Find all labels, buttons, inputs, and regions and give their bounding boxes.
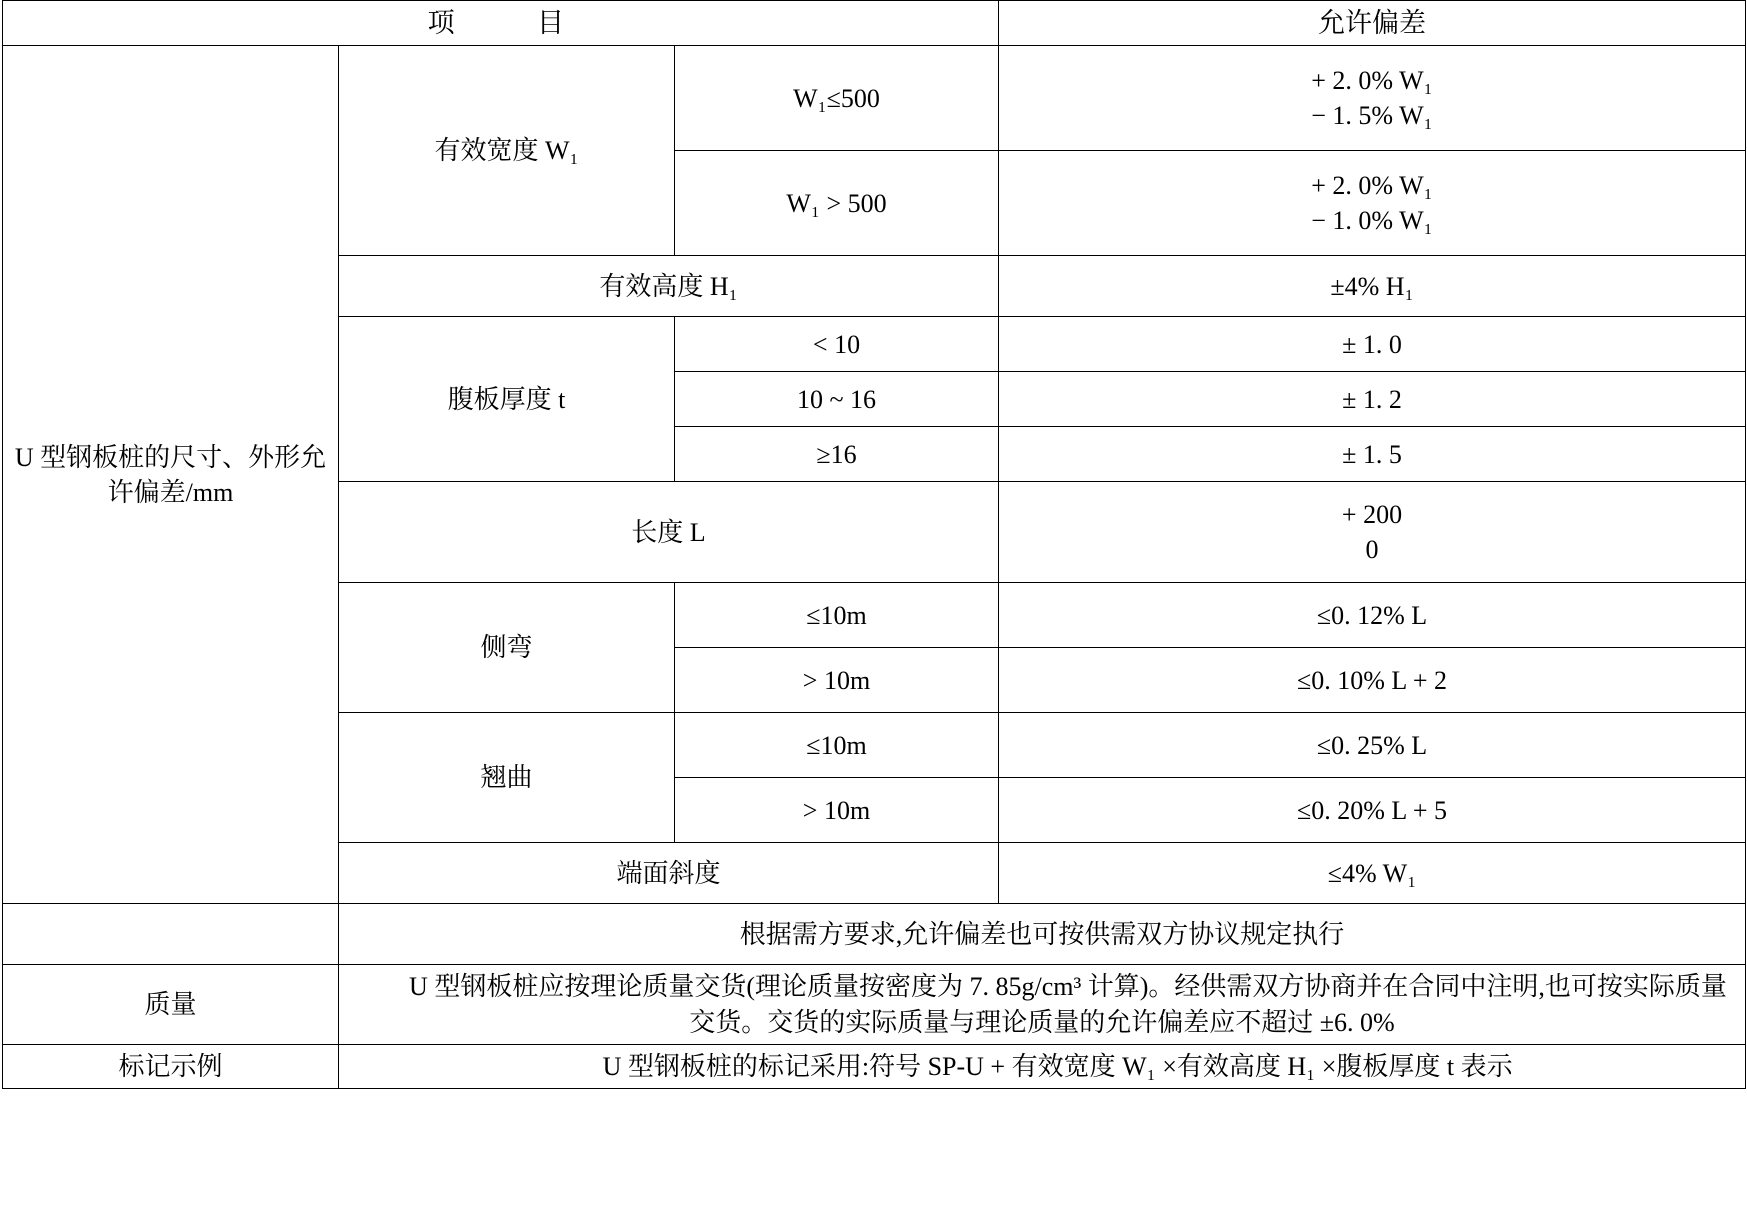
table-row-marking	[3, 1044, 1746, 1088]
item-web-thickness: 腹板厚度 t	[339, 317, 675, 482]
marking-text: U 型钢板桩的标记采用:符号 SP-U + 有效宽度 W₁ ×有效高度 H₁ ×腹板厚度 t 表示	[339, 1044, 1746, 1088]
deviation-cell: ≤0. 12% L	[999, 583, 1746, 648]
deviation-cell: ± 1. 0	[999, 317, 1746, 372]
header-deviation: 允许偏差	[999, 1, 1746, 46]
item-warp: 翘曲	[339, 713, 675, 843]
deviation-line-2: 0	[1365, 535, 1379, 565]
condition-cell: ≥16	[675, 427, 999, 482]
agreement-note: 根据需方要求,允许偏差也可按供需双方协议规定执行	[339, 904, 1746, 965]
deviation-line-1: + 2. 0% W₁	[1311, 171, 1433, 201]
quality-text: U 型钢板桩应按理论质量交货(理论质量按密度为 7. 85g/cm³ 计算)。经供需双方协商并在合同中注明,也可按实际质量交货。交货的实际质量与理论质量的允许偏差应不超过 ±6. 0%	[339, 965, 1746, 1044]
tolerance-table	[2, 0, 1746, 1089]
deviation-line-2: − 1. 5% W₁	[1311, 101, 1433, 131]
deviation-cell: ±4% H₁	[999, 256, 1746, 317]
deviation-cell	[999, 151, 1746, 256]
condition-cell: 10 ~ 16	[675, 372, 999, 427]
table-row	[3, 904, 1746, 965]
condition-cell: > 10m	[675, 778, 999, 843]
marking-label: 标记示例	[3, 1044, 339, 1088]
header-item: 项 目	[3, 1, 999, 46]
condition-cell: ≤10m	[675, 713, 999, 778]
item-end-face-slope: 端面斜度	[339, 843, 999, 904]
deviation-cell	[999, 482, 1746, 583]
table-row-quality	[3, 965, 1746, 1044]
deviation-cell: ± 1. 5	[999, 427, 1746, 482]
item-effective-height: 有效高度 H₁	[339, 256, 999, 317]
deviation-cell	[999, 46, 1746, 151]
deviation-cell: ≤0. 25% L	[999, 713, 1746, 778]
condition-cell: W₁ > 500	[675, 151, 999, 256]
deviation-cell: ≤0. 10% L + 2	[999, 648, 1746, 713]
item-side-bend: 侧弯	[339, 583, 675, 713]
condition-cell: W₁≤500	[675, 46, 999, 151]
deviation-line-2: − 1. 0% W₁	[1311, 206, 1433, 236]
group-label-spacer	[3, 904, 339, 965]
quality-label: 质量	[3, 965, 339, 1044]
deviation-line-1: + 2. 0% W₁	[1311, 66, 1433, 96]
deviation-cell: ± 1. 2	[999, 372, 1746, 427]
condition-cell: > 10m	[675, 648, 999, 713]
table-row	[3, 46, 1746, 151]
condition-cell: ≤10m	[675, 583, 999, 648]
item-length: 长度 L	[339, 482, 999, 583]
item-effective-width: 有效宽度 W₁	[339, 46, 675, 256]
table-header-row	[3, 1, 1746, 46]
deviation-cell: ≤4% W₁	[999, 843, 1746, 904]
group-label	[3, 46, 339, 904]
deviation-cell: ≤0. 20% L + 5	[999, 778, 1746, 843]
condition-cell: < 10	[675, 317, 999, 372]
deviation-line-1: + 200	[1341, 500, 1403, 530]
group-label-text: U 型钢板桩的尺寸、外形允许偏差/mm	[14, 442, 327, 507]
